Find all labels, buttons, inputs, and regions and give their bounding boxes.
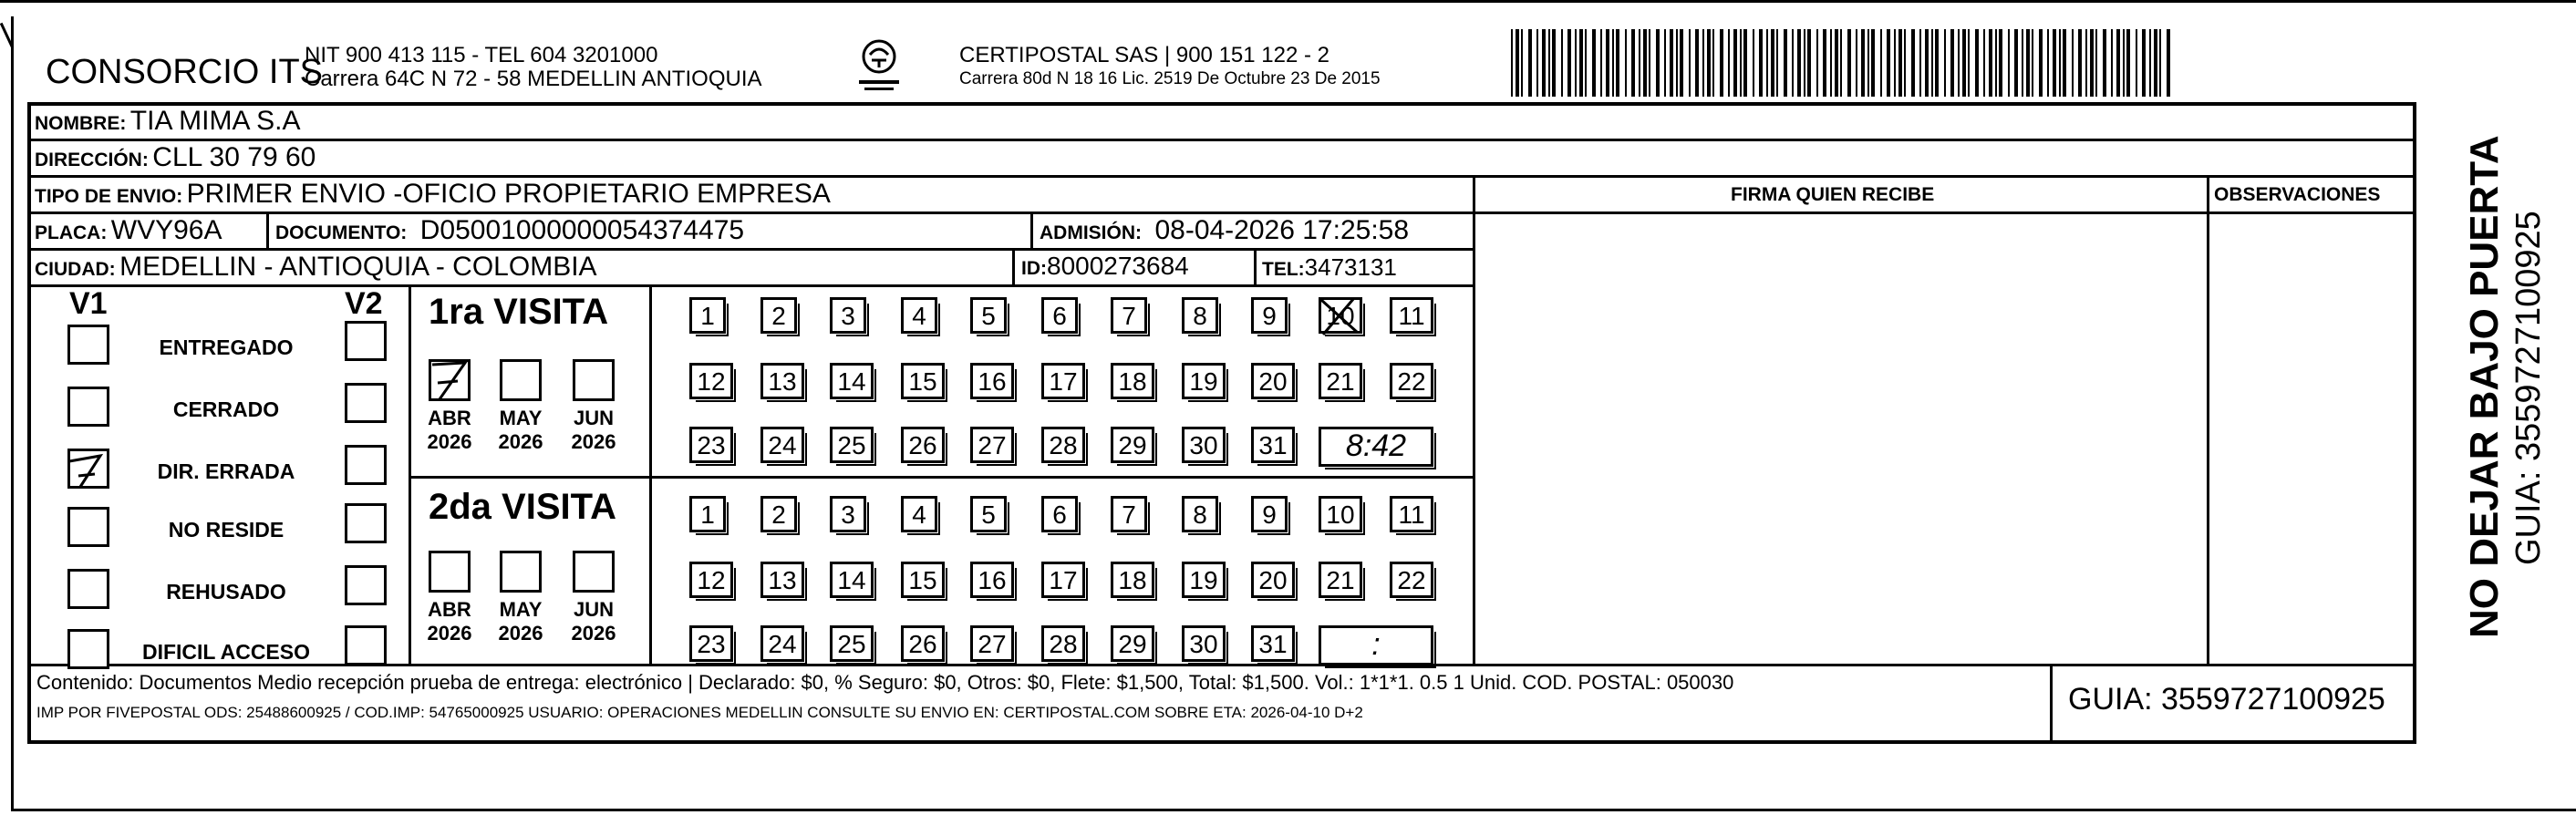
day-box[interactable]: 23 xyxy=(689,427,733,463)
barcode-bar xyxy=(2123,29,2125,97)
barcode-bar xyxy=(2026,29,2030,97)
day-box[interactable]: 18 xyxy=(1111,363,1154,399)
barcode-bar xyxy=(1925,29,1929,97)
day-box[interactable]: 25 xyxy=(830,625,874,662)
month-label: MAY xyxy=(499,598,543,621)
day-box[interactable]: 7 xyxy=(1111,496,1147,532)
barcode-bar xyxy=(1528,29,1532,97)
day-box[interactable]: 5 xyxy=(970,496,1007,532)
v2-checkbox[interactable] xyxy=(345,321,387,361)
barcode-bar xyxy=(2072,29,2074,97)
barcode-bar xyxy=(1712,29,1714,97)
company-address: Carrera 64C N 72 - 58 MEDELLIN ANTIOQUIA xyxy=(305,67,762,91)
day-box[interactable]: 16 xyxy=(970,363,1014,399)
day-box[interactable]: 15 xyxy=(901,562,945,598)
day-box[interactable]: 3 xyxy=(830,496,866,532)
barcode-bar xyxy=(1792,29,1794,97)
row-divider xyxy=(27,175,2416,178)
barcode-bar xyxy=(1511,29,1513,97)
day-box[interactable]: 10 xyxy=(1319,496,1362,532)
barcode-bar xyxy=(1670,29,1673,97)
day-box[interactable]: 30 xyxy=(1182,427,1226,463)
barcode-bar xyxy=(1898,29,1902,97)
barcode-bar xyxy=(1516,29,1519,97)
barcode-bar xyxy=(1816,29,1818,97)
barcode-bar xyxy=(1548,29,1550,97)
ciudad-row xyxy=(35,252,597,283)
day-box[interactable]: 20 xyxy=(1251,562,1295,598)
day-box[interactable]: 28 xyxy=(1041,625,1085,662)
barcode-bar xyxy=(1579,29,1583,97)
visit-block-mid xyxy=(409,476,1473,479)
status-option-label: REHUSADO xyxy=(166,580,286,604)
footer-impresion: IMP POR FIVEPOSTAL ODS: 25488600925 / COD.IMP: 54765000925 USUARIO: OPERACIONES MEDELLIN CONSULTE SU ENVIO EN: CERTIPOSTAL.COM SOBRE ETA: 2026-04-10 D+2 xyxy=(36,704,1363,721)
day-box[interactable]: 2 xyxy=(760,496,797,532)
v2-checkbox[interactable] xyxy=(345,445,387,485)
barcode-bar xyxy=(1600,29,1602,97)
day-box[interactable]: 28 xyxy=(1041,427,1085,463)
barcode-bar xyxy=(1616,29,1619,97)
barcode-bar xyxy=(1689,29,1691,97)
day-box[interactable]: 20 xyxy=(1251,363,1295,399)
day-box[interactable]: 26 xyxy=(901,427,945,463)
day-box[interactable]: 13 xyxy=(760,363,804,399)
barcode-bar xyxy=(2111,29,2113,97)
visit-block-divider xyxy=(649,284,652,664)
row-divider xyxy=(27,139,2416,141)
barcode-bar xyxy=(1664,29,1666,97)
barcode-bar xyxy=(1575,29,1577,97)
footer-guia: GUIA: 3559727100925 xyxy=(2068,682,2385,717)
barcode-bar xyxy=(1911,29,1915,97)
year-label: 2026 xyxy=(427,622,472,645)
status-option-label: CERRADO xyxy=(172,397,280,421)
barcode-bar xyxy=(1797,29,1801,97)
v1-checkbox[interactable] xyxy=(67,387,109,427)
year-label: 2026 xyxy=(498,430,543,453)
barcode-bar xyxy=(2032,29,2033,97)
day-box[interactable]: 4 xyxy=(901,297,937,334)
barcode-bar xyxy=(1680,29,1683,97)
status-option-label: ENTREGADO xyxy=(159,335,294,359)
tipo-value: PRIMER ENVIO -OFICIO PROPIETARIO EMPRESA xyxy=(186,179,831,209)
v1-checkbox[interactable] xyxy=(67,629,109,669)
barcode-bar xyxy=(2090,29,2094,97)
day-box[interactable]: 25 xyxy=(830,427,874,463)
day-box[interactable]: 18 xyxy=(1111,562,1154,598)
nombre-value: TIA MIMA S.A xyxy=(129,106,301,136)
barcode-bar xyxy=(1958,29,1960,97)
day-box[interactable]: 29 xyxy=(1111,427,1154,463)
barcode-bar xyxy=(2078,29,2082,97)
barcode-bar xyxy=(1962,29,1966,97)
barcode-bar xyxy=(1999,29,2002,97)
v2-checkbox[interactable] xyxy=(345,503,387,543)
direccion-label: DIRECCIÓN: xyxy=(35,150,149,170)
barcode-bar xyxy=(1887,29,1890,97)
placa-row xyxy=(35,215,222,246)
footer-contenido: Contenido: Documentos Medio recepción prueba de entrega: electrónico | Declarado: $0, % Seguro: $0, Otros: $0, Flete: $1,500, Total: $1,500. Vol.: 1*1*1. 0.5 1 Unid. COD. POSTAL: 050030 xyxy=(36,671,1734,694)
barcode-bar xyxy=(1944,29,1946,97)
day-box[interactable]: 23 xyxy=(689,625,733,662)
day-box[interactable]: 11 xyxy=(1390,297,1433,334)
month-label: MAY xyxy=(499,407,543,429)
top-rule xyxy=(0,0,2576,3)
admision-row xyxy=(1040,215,1409,246)
barcode-bar xyxy=(2047,29,2049,97)
barcode-bar xyxy=(1733,29,1737,97)
barcode-bar xyxy=(1894,29,1896,97)
barcode-bar xyxy=(1625,29,1627,97)
day-box[interactable]: 14 xyxy=(830,562,874,598)
day-box[interactable]: 17 xyxy=(1041,363,1085,399)
barcode-bar xyxy=(1919,29,1921,97)
day-box[interactable]: 6 xyxy=(1041,496,1078,532)
barcode-bar xyxy=(1676,29,1678,97)
barcode-bar xyxy=(1656,29,1660,97)
barcode-bar xyxy=(1856,29,1857,97)
barcode-bar xyxy=(2053,29,2056,97)
month-label: ABR xyxy=(428,407,471,429)
day-box[interactable]: 27 xyxy=(970,625,1014,662)
day-box[interactable]: 21 xyxy=(1319,363,1362,399)
day-box[interactable]: 12 xyxy=(689,562,733,598)
barcode-bar xyxy=(1606,29,1609,97)
row-divider xyxy=(27,211,1473,214)
barcode-bar xyxy=(2154,29,2157,97)
barcode-bar xyxy=(2167,29,2170,97)
time-box[interactable]: : xyxy=(1319,625,1433,665)
documento-label: DOCUMENTO: xyxy=(275,222,408,243)
barcode-bar xyxy=(1567,29,1571,97)
documento-row xyxy=(275,215,744,246)
month-checkbox[interactable] xyxy=(429,359,471,401)
tipo-label: TIPO DE ENVIO: xyxy=(35,186,183,207)
barcode-bar xyxy=(1995,29,1997,97)
ciudad-value: MEDELLIN - ANTIOQUIA - COLOMBIA xyxy=(119,252,597,282)
year-label: 2026 xyxy=(427,430,472,453)
barcode-bar xyxy=(1807,29,1811,97)
barcode-bar xyxy=(1585,29,1587,97)
day-box[interactable]: 3 xyxy=(830,297,866,334)
status-option-label: DIFICIL ACCESO xyxy=(141,640,310,664)
day-box[interactable]: 9 xyxy=(1251,297,1288,334)
barcode xyxy=(1509,29,2175,97)
id-value: 8000273684 xyxy=(1047,252,1189,280)
barcode-bar xyxy=(1975,29,1979,97)
admision-label: ADMISIÓN: xyxy=(1040,222,1142,243)
day-box[interactable]: 27 xyxy=(970,427,1014,463)
cell-divider xyxy=(1254,248,1257,284)
documento-value: D05001000000054374475 xyxy=(419,215,745,245)
side-no-dejar: NO DEJAR BAJO PUERTA xyxy=(2462,135,2507,638)
barcode-bar xyxy=(1830,29,1832,97)
day-box[interactable]: 30 xyxy=(1182,625,1226,662)
barcode-bar xyxy=(1521,29,1523,97)
cell-divider xyxy=(1030,211,1033,248)
barcode-bar xyxy=(1871,29,1875,97)
barcode-bar xyxy=(1649,29,1650,97)
placa-value: WVY96A xyxy=(110,215,222,245)
nombre-label: NOMBRE: xyxy=(35,113,127,134)
day-box[interactable]: 24 xyxy=(760,625,804,662)
day-box[interactable]: 2 xyxy=(760,297,797,334)
admision-value: 08-04-2026 17:25:58 xyxy=(1154,215,1410,245)
barcode-bar xyxy=(1835,29,1838,97)
v1-header: V1 xyxy=(69,286,108,321)
carrier-address: Carrera 80d N 18 16 Lic. 2519 De Octubre 23 De 2015 xyxy=(959,69,1381,88)
barcode-bar xyxy=(2014,29,2018,97)
firma-header: FIRMA QUIEN RECIBE xyxy=(1731,184,1935,205)
first-visit-title: 1ra VISITA xyxy=(429,292,609,332)
certipostal-logo xyxy=(855,36,903,95)
day-box[interactable]: 31 xyxy=(1251,625,1295,662)
v2-checkbox[interactable] xyxy=(345,625,387,665)
barcode-bar xyxy=(2136,29,2137,97)
barcode-bar xyxy=(1823,29,1826,97)
barcode-bar xyxy=(1766,29,1768,97)
month-checkbox[interactable] xyxy=(429,551,471,593)
month-checkbox[interactable] xyxy=(500,551,542,593)
v2-header: V2 xyxy=(345,286,383,321)
barcode-bar xyxy=(1707,29,1711,97)
barcode-bar xyxy=(1935,29,1939,97)
barcode-bar xyxy=(2126,29,2130,97)
tel-label: TEL: xyxy=(1262,259,1305,280)
barcode-bar xyxy=(2142,29,2146,97)
month-checkbox[interactable] xyxy=(573,551,615,593)
day-box[interactable]: 8 xyxy=(1182,496,1218,532)
direccion-value: CLL 30 79 60 xyxy=(152,142,316,172)
month-label: ABR xyxy=(428,598,471,621)
year-label: 2026 xyxy=(571,430,616,453)
day-box[interactable]: 11 xyxy=(1390,496,1433,532)
second-visit-title: 2da VISITA xyxy=(429,487,616,527)
barcode-bar xyxy=(1536,29,1538,97)
tipo-row xyxy=(35,179,831,210)
company-nit: NIT 900 413 115 - TEL 604 3201000 xyxy=(305,43,658,67)
day-box[interactable]: 12 xyxy=(689,363,733,399)
barcode-bar xyxy=(1720,29,1723,97)
day-box[interactable]: 31 xyxy=(1251,427,1295,463)
barcode-bar xyxy=(1639,29,1640,97)
v1-checkbox[interactable] xyxy=(67,507,109,547)
barcode-bar xyxy=(1743,29,1747,97)
time-box[interactable]: 8:42 xyxy=(1319,427,1433,467)
day-box[interactable]: 15 xyxy=(901,363,945,399)
id-label: ID: xyxy=(1021,258,1047,279)
barcode-bar xyxy=(1931,29,1933,97)
barcode-bar xyxy=(1804,29,1805,97)
v1-checkbox[interactable] xyxy=(67,449,109,489)
barcode-bar xyxy=(1950,29,1954,97)
company-name: CONSORCIO ITS xyxy=(46,53,324,91)
cell-divider xyxy=(1012,248,1015,284)
cross-mark-icon xyxy=(1318,296,1363,336)
barcode-bar xyxy=(1983,29,1985,97)
observaciones-column-left xyxy=(2207,175,2209,664)
v1-checkbox[interactable] xyxy=(67,569,109,609)
month-label: JUN xyxy=(573,598,614,621)
day-box[interactable]: 24 xyxy=(760,427,804,463)
year-label: 2026 xyxy=(498,622,543,645)
observaciones-header: OBSERVACIONES xyxy=(2214,184,2381,205)
placa-label: PLACA: xyxy=(35,222,108,243)
day-box[interactable]: 1 xyxy=(689,297,726,334)
v2-checkbox[interactable] xyxy=(345,565,387,605)
tel-row xyxy=(1262,253,1397,282)
barcode-bar xyxy=(1552,29,1556,97)
barcode-bar xyxy=(2022,29,2023,97)
check-mark-icon xyxy=(67,449,109,489)
barcode-bar xyxy=(1989,29,1992,97)
firma-column-left xyxy=(1473,175,1475,664)
barcode-bar xyxy=(1612,29,1614,97)
month-label: JUN xyxy=(573,407,614,429)
id-row xyxy=(1021,252,1189,281)
barcode-bar xyxy=(1867,29,1869,97)
day-box[interactable]: 6 xyxy=(1041,297,1078,334)
status-option-label: NO RESIDE xyxy=(168,518,284,542)
day-box[interactable]: 9 xyxy=(1251,496,1288,532)
v2-checkbox[interactable] xyxy=(345,383,387,423)
day-box[interactable]: 17 xyxy=(1041,562,1085,598)
row-divider xyxy=(27,284,1473,287)
barcode-bar xyxy=(1784,29,1787,97)
barcode-bar xyxy=(1759,29,1763,97)
cell-divider xyxy=(266,211,269,248)
nombre-row xyxy=(35,106,301,137)
barcode-bar xyxy=(1776,29,1778,97)
barcode-bar xyxy=(1561,29,1563,97)
barcode-bar xyxy=(1728,29,1730,97)
day-box[interactable]: 16 xyxy=(970,562,1014,598)
barcode-bar xyxy=(2008,29,2010,97)
barcode-bar xyxy=(1880,29,1882,97)
barcode-bar xyxy=(1631,29,1635,97)
day-box[interactable]: 22 xyxy=(1390,562,1433,598)
barcode-bar xyxy=(1542,29,1546,97)
day-box[interactable]: 29 xyxy=(1111,625,1154,662)
barcode-bar xyxy=(2095,29,2097,97)
barcode-bar xyxy=(1695,29,1699,97)
day-box[interactable]: 4 xyxy=(901,496,937,532)
day-box[interactable]: 19 xyxy=(1182,363,1226,399)
barcode-bar xyxy=(1840,29,1842,97)
day-box[interactable]: 21 xyxy=(1319,562,1362,598)
tel-value: 3473131 xyxy=(1304,253,1397,281)
barcode-bar xyxy=(1771,29,1774,97)
day-box[interactable]: 13 xyxy=(760,562,804,598)
barcode-bar xyxy=(2085,29,2087,97)
day-box[interactable]: 19 xyxy=(1182,562,1226,598)
status-block-right xyxy=(409,284,411,664)
direccion-row xyxy=(35,142,316,173)
barcode-bar xyxy=(1740,29,1742,97)
barcode-bar xyxy=(2159,29,2161,97)
barcode-bar xyxy=(1592,29,1596,97)
day-box[interactable]: 1 xyxy=(689,496,726,532)
v1-checkbox[interactable] xyxy=(67,325,109,365)
day-box[interactable]: 22 xyxy=(1390,363,1433,399)
barcode-bar xyxy=(2149,29,2151,97)
barcode-bar xyxy=(1904,29,1906,97)
month-checkbox[interactable] xyxy=(500,359,542,401)
status-option-label: DIR. ERRADA xyxy=(157,459,295,483)
firma-header-rule xyxy=(1473,211,2416,214)
barcode-bar xyxy=(1968,29,1970,97)
barcode-bar xyxy=(2039,29,2043,97)
month-checkbox[interactable] xyxy=(573,359,615,401)
barcode-bar xyxy=(2103,29,2106,97)
barcode-bar xyxy=(1861,29,1865,97)
barcode-bar xyxy=(1847,29,1851,97)
day-box[interactable]: 8 xyxy=(1182,297,1218,334)
barcode-bar xyxy=(1753,29,1754,97)
day-box[interactable]: 14 xyxy=(830,363,874,399)
side-guia: GUIA: 3559727100925 xyxy=(2509,211,2548,565)
day-box[interactable]: 10 xyxy=(1319,297,1362,334)
footer-divider xyxy=(2050,664,2053,744)
barcode-bar xyxy=(1702,29,1704,97)
barcode-bar xyxy=(2059,29,2061,97)
barcode-bar xyxy=(1643,29,1647,97)
barcode-bar xyxy=(2063,29,2066,97)
barcode-bar xyxy=(2116,29,2120,97)
check-mark-icon xyxy=(429,359,471,401)
ciudad-label: CIUDAD: xyxy=(35,259,116,280)
day-box[interactable]: 26 xyxy=(901,625,945,662)
year-label: 2026 xyxy=(571,622,616,645)
day-box[interactable]: 5 xyxy=(970,297,1007,334)
carrier-name: CERTIPOSTAL SAS | 900 151 122 - 2 xyxy=(959,43,1329,67)
day-box[interactable]: 7 xyxy=(1111,297,1147,334)
